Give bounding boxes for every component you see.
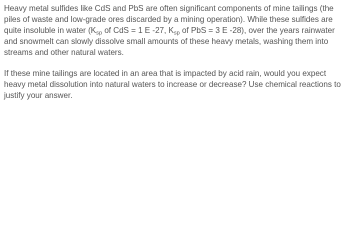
ksp-subscript-cds: sp — [96, 30, 103, 37]
context-text-part-2: of CdS = 1 E -27, K — [102, 26, 174, 35]
ksp-subscript-pbs: sp — [173, 30, 180, 37]
question-text — [0, 0, 350, 104]
question-paragraph-prompt: If these mine tailings are located in an area that is impacted by acid rain, would you expect heavy metal dissolution into natural waters to increase or decrease? Use chemical reactions to justify your answer. — [4, 69, 341, 100]
question-paragraph-context — [4, 3, 346, 58]
context-text-part-1: Heavy metal sulfides like CdS and PbS are often significant components of mine tailings (the piles of waste and low-grade ores discarded by a mining operation). While these sulfides are quite insoluble in water (K — [4, 4, 334, 35]
context-text-part-3: of PbS = 3 E -28), over the years rainwater and snowmelt can slowly dissolve small amounts of these heavy metals, washing them into streams and other natural waters. — [4, 26, 335, 57]
